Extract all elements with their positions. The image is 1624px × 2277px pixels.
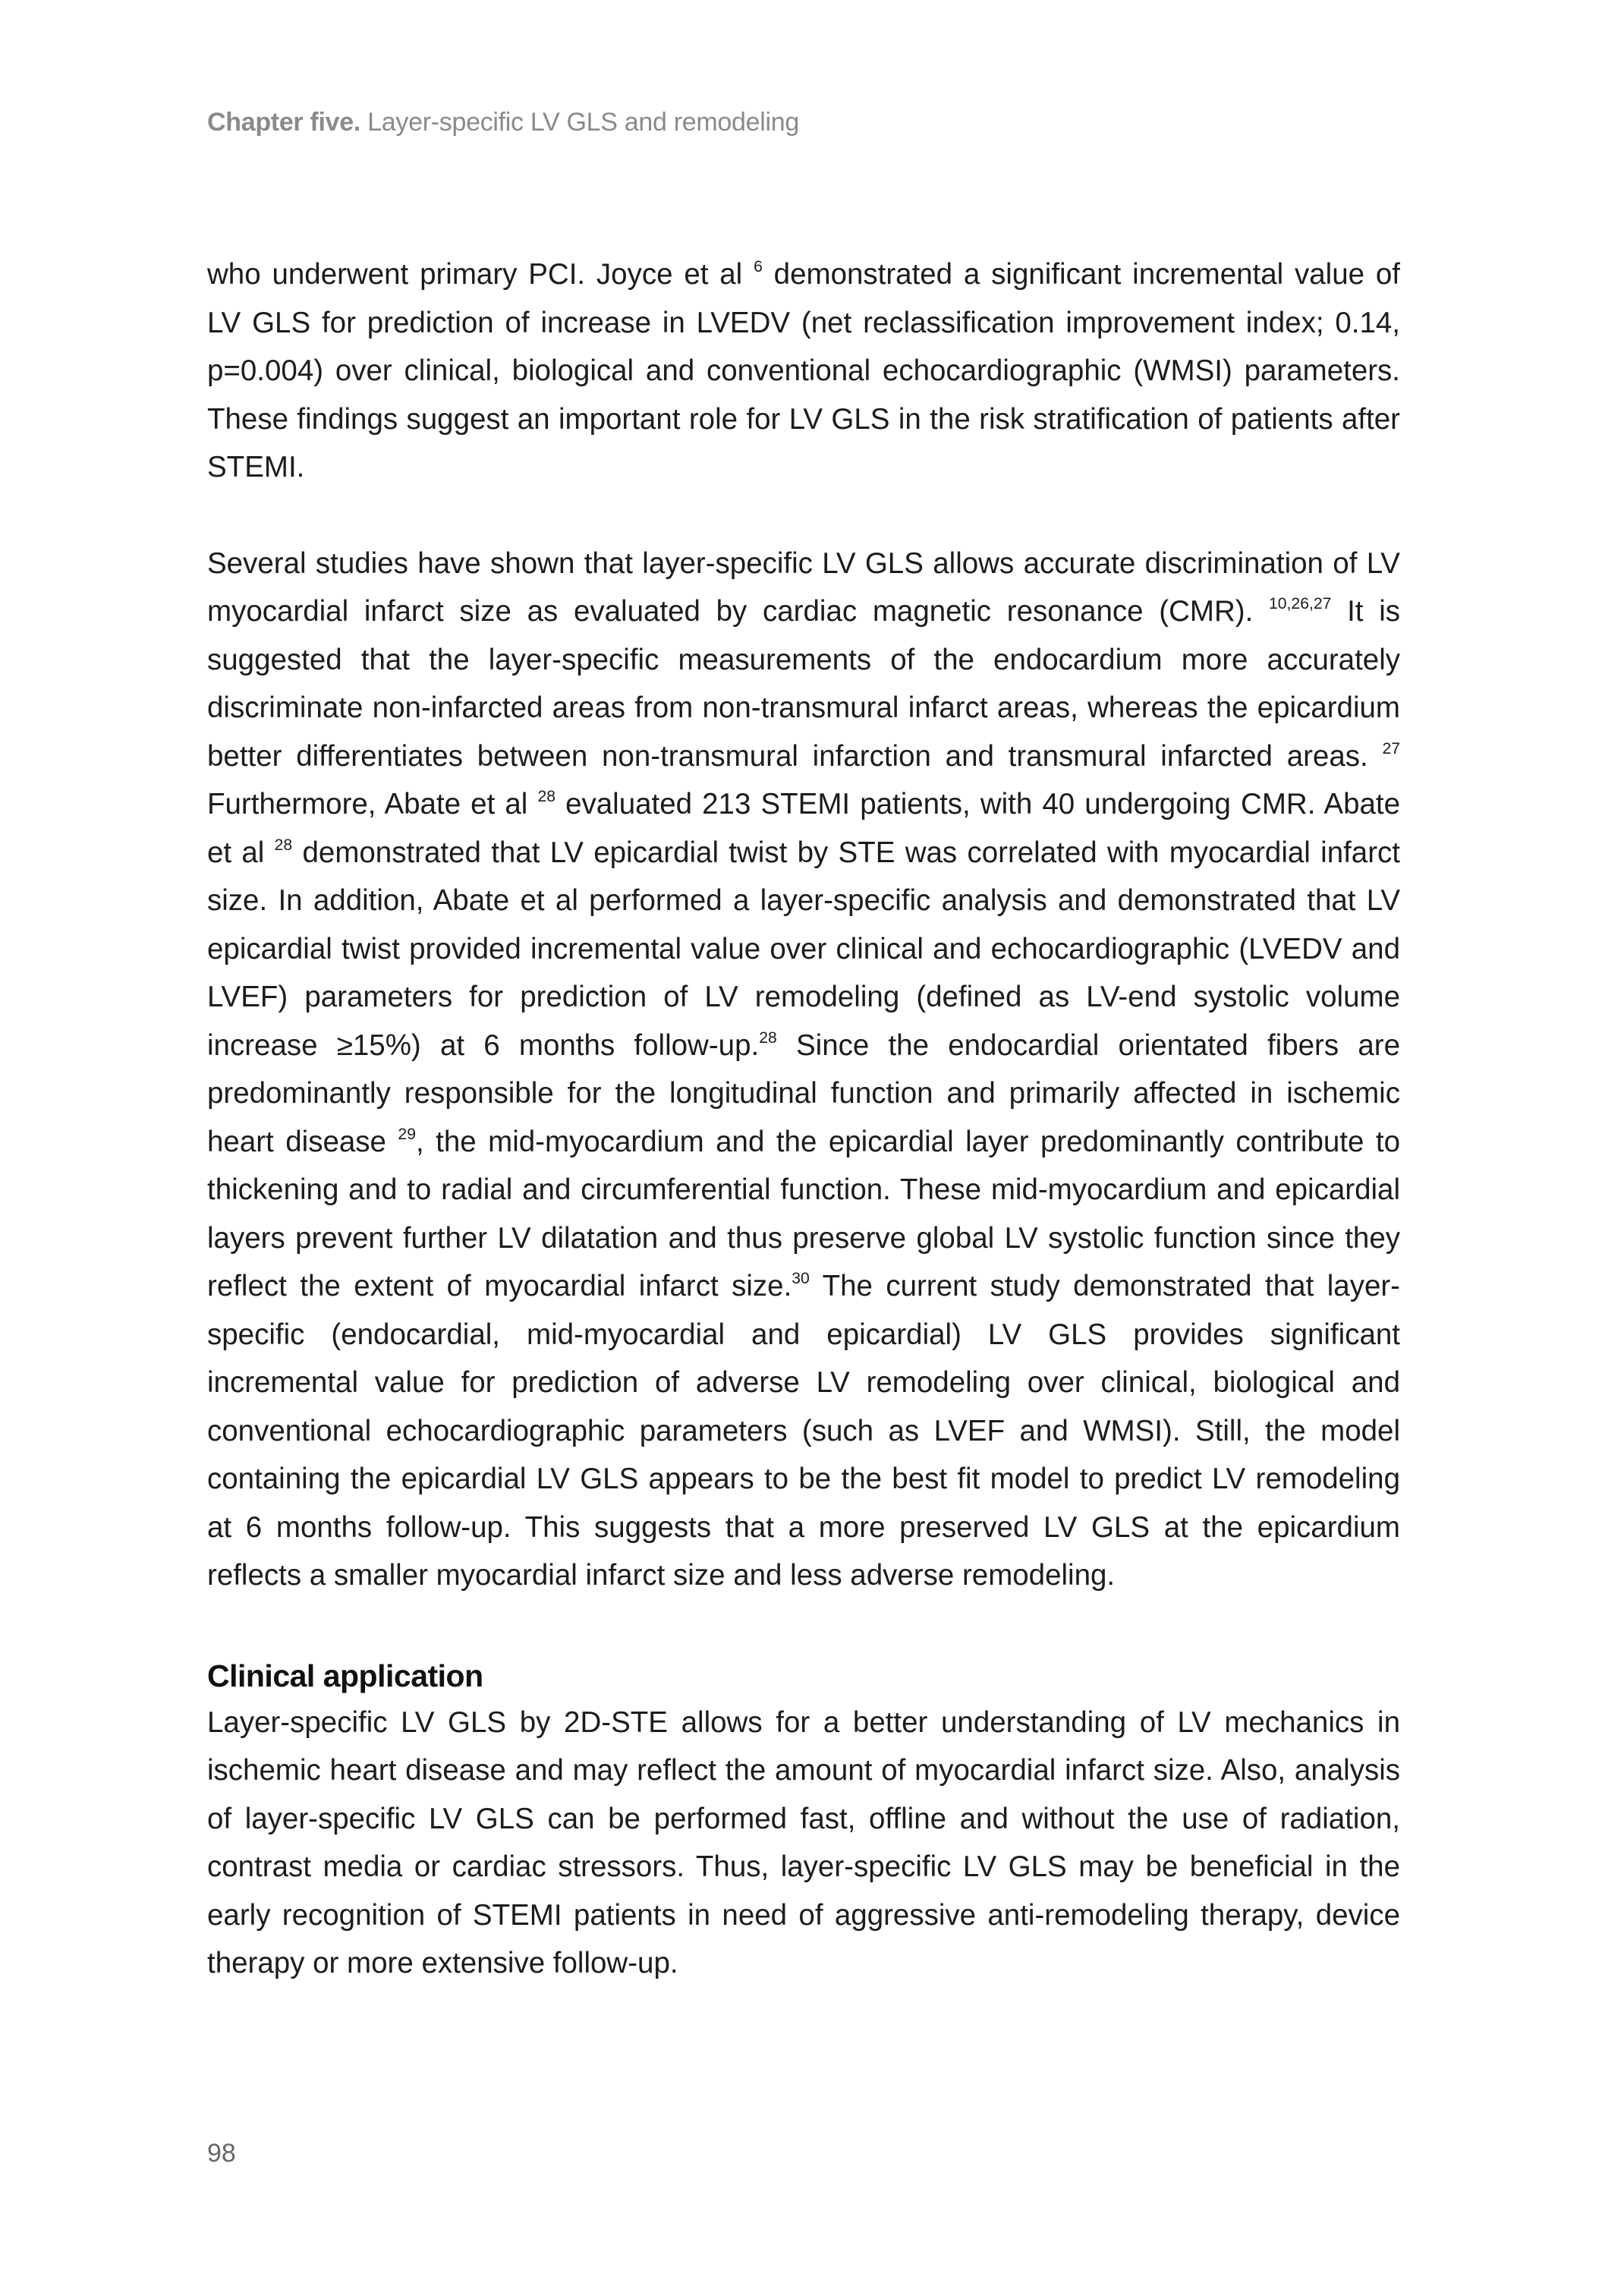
page-number: 98 [207, 2139, 236, 2168]
citation-superscript: 30 [792, 1270, 810, 1288]
citation-superscript: 28 [274, 836, 293, 854]
section-body-paragraph: Layer-specific LV GLS by 2D-STE allows for a better understanding of LV mechanics in ischemic heart disease and may reflect the amount of myocardial infarct size. Also, analysis of layer-specific LV GLS can be performed fast, offline and without the use of radiation, contrast media or cardiac stressors. Thus, layer-specific LV GLS may be beneficial in the early recognition of STEMI patients in need of aggressive anti-remodeling therapy, device therapy or more extensive follow-up. [207, 1705, 1400, 1979]
citation-superscript: 10,26,27 [1269, 595, 1332, 613]
body-text-column [207, 250, 1400, 1988]
citation-superscript: 6 [754, 258, 763, 276]
citation-superscript: 28 [537, 788, 555, 806]
citation-superscript: 27 [1382, 739, 1400, 757]
citation-superscript: 29 [398, 1125, 416, 1143]
running-head [207, 108, 799, 137]
paragraph-2: Several studies have shown that layer-specific LV GLS allows accurate discrimination of LV myocardial infarct size as evaluated by cardiac magnetic resonance (CMR). $^{10,26,27}$ It is suggested that the layer-specific measurements of the endocardium more accurately discriminate non-infarcted areas from non-transmural infarct areas, whereas the epicardium better differentiates between non-transmural infarction and transmural infarcted areas. $^{27}$ Furthermore, Abate et al $^{28}$ evaluated 213 STEMI patients, with 40 undergoing CMR. Abate et al $^{28}$ demonstrated that LV epicardial twist by STE was correlated with myocardial infarct size. In addition, Abate et al performed a layer-specific analysis and demonstrated that LV epicardial twist provided incremental value over clinical and echocardiographic (LVEDV and LVEF) parameters for prediction of LV remodeling (defined as LV-end systolic volume increase ≥15%) at 6 months follow-up.$^{28}$ Since the endocardial orientated fibers are predominantly responsible for the longitudinal function and primarily affected in ischemic heart disease $^{29}$, the mid-myocardium and the epicardial layer predominantly contribute to thickening and to radial and circumferential function. These mid-myocardium and epicardial layers prevent further LV dilatation and thus preserve global LV systolic function since they reflect the extent of myocardial infarct size.$^{30}$ The current study demonstrated that layer-specific (endocardial, mid-myocardial and epicardial) LV GLS provides significant incremental value for prediction of adverse LV remodeling over clinical, biological and conventional echocardiographic parameters (such as LVEF and WMSI). Still, the model containing the epicardial LV GLS appears to be the best fit model to predict LV remodeling at 6 months follow-up. This suggests that a more preserved LV GLS at the epicardium reflects a smaller myocardial infarct size and less adverse remodeling. [207, 546, 1401, 1592]
running-head-chapter: Chapter five. [207, 108, 361, 137]
running-head-title: Layer-specific LV GLS and remodeling [367, 108, 799, 137]
citation-superscript: 28 [759, 1028, 777, 1047]
section-heading-clinical-application: Clinical application [207, 1658, 483, 1693]
paragraph-1: who underwent primary PCI. Joyce et al $^6$ demonstrated a significant incremental value of LV GLS for prediction of increase in LVEDV (net reclassification improvement index; 0.14, p=0.004) over clinical, biological and conventional echocardiographic (WMSI) parameters. These findings suggest an important role for LV GLS in the risk stratification of patients after STEMI. [207, 258, 1400, 483]
